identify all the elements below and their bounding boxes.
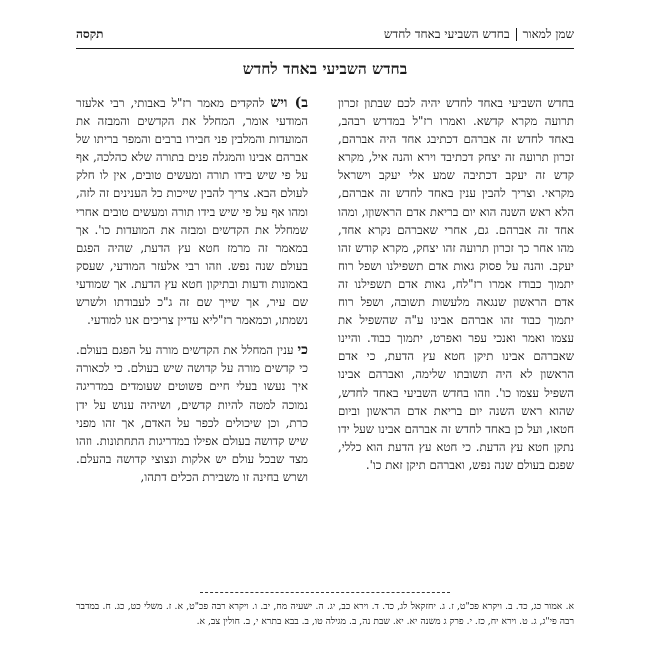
chapter-title: בחדש השביעי באחד לחדש (242, 59, 408, 78)
header-divider (76, 48, 574, 49)
running-head-separator (516, 28, 517, 41)
right-column (338, 94, 574, 474)
paragraph-3-text: ענין המחלל את הקדשים מורה על הפגם בעולם. כי קדשים מורה על קדושה שיש בעולם. כי לכאורה איך נעשו בעלי חיים פשוטים שעומדים במדריגה נמוכה למטה להיות קדשים, ושיהיה ענוש על ידן כרת, וכן שיכולים לכפר על האדם, אך זהו מפני שיש קדושה בעולם אפילו במדריגות התחתונות. וזהו מצד שבכל עולם יש אלקות ונצוצי קדושה בהעלם. ושרש בחינה זו משבירת הכלים דתהו, (76, 343, 308, 484)
left-column (76, 94, 308, 486)
paragraph-2-lead-word: ב) ויש (270, 95, 308, 111)
footnote-divider (200, 592, 450, 593)
right-column-paragraph: בחדש השביעי באחד לחדש יהיה לכם שבתון זכרון תרועה מקרא קדשא. ואמרו רז"ל במדרש רבהב, באחד לחדש זה אברהם דכתיבג אחד היה אברהם, זכרון תרועה זה יצחק דכתיבד וירא והנה איל, מקרא קדש זה יעקב דכתיבה שמע אלי יעקב וישראל מקראי. וצריך להבין ענין באחד לחדש זה אברהם, הלא ראש השנה הוא יום בריאת אדם הראשוןו, ומהו אחד זה אברהם. גם, אחרי שאברהם נקרא אחד, מהו אחר כך זכרון תרועה זהו יצחק, מקרא קודש זהו יעקב. והנה על פסוק גאות אדם תשפילנו ושפל רוח יתמוך כבודז אמרו רז"לח, גאות אדם תשפילנו זה אדם הראשון שנגאה מלעשות תשובה, ושפל רוח יתמוך כבוד זהו אברהם אבינו ע"ה שהשפיל את עצמו ואמר ואנכי עפר ואפרט, יתמוך כבוד. והיינו שאברהם אבינו תיקן חטא עץ הדעת, כי אדם הראשון לא היה תשובתו שלימה, ואברהם אבינו השפיל עצמו כו'. וזהו בחדש השביעי באחד לחדש, שהוא ראש השנה יום בריאת אדם הראשון וביום חטאו, ועל כן באחד לחדש זה אברהם אבינו שעל ידו נתקן חטא עץ הדעת. כי חטא עץ הדעת הוא כללי, שפגם בעולם שנה נפש, ואברהם תיקן זאת כו'. (338, 96, 574, 472)
paragraph-3-lead-word: כי (297, 342, 308, 359)
paragraph-3 (76, 341, 308, 486)
running-head (76, 24, 574, 44)
section-title: בחדש השביעי באחד לחדש (383, 27, 510, 41)
book-title: שמן למאור (522, 27, 574, 41)
paragraph-2-text: להקדים מאמר רז"ל באבותי, רבי אלעזר המודעי אומר, המחלל את הקדשים והמבזה את המועדות והמלבין פני חבירו ברבים והמפר בריתו של אברהם אבינו והמגלה פנים בתורה שלא כהלכה, אף על פי שיש בידו תורה ומעשים טובים, אין לו חלק לעולם הבא. צריך להבין שייכות כל הענינים זה לזה, ומהו אף על פי שיש בידו תורה ומעשים טובים אחרי שמחלל את הקדשים ומבזה את המועדות כו'. אך במאמר זה מרמז חטא עץ הדעת, שהיה הפגם בעולם שנה נפש. וזהו רבי אלעזר המודעי, שעסק באמונות ודעות ובתיקון חטא עץ הדעת. אך שמודעי שם עיר, אך שייך שם זה ג"כ לעבודתו ולשרש נשמתו, וכמאמר רז"ליא עדיין צריכים אנו למודעי. (76, 96, 308, 328)
running-head-titles (384, 24, 574, 44)
page-number: תקסה (76, 27, 104, 41)
footnotes: א. אמור כג, כד. ב. ויקרא פכ"ט, ז. ג. יחזקאל לג, כד. ד. וירא כב, יג. ה. ישעיה מח, יב. ו. ויקרא רבה פכ"ט, א. ז. משלי כט, כג. ח. במדבר רבה פי"ג, ג. ט. וירא יח, כז. י. פרק ג משנה יא. יא. שבת נה, ב. מגילה טו, ב. בבא בתרא י, ב. חולין צב, א. (76, 601, 574, 627)
paragraph-2 (76, 94, 308, 329)
